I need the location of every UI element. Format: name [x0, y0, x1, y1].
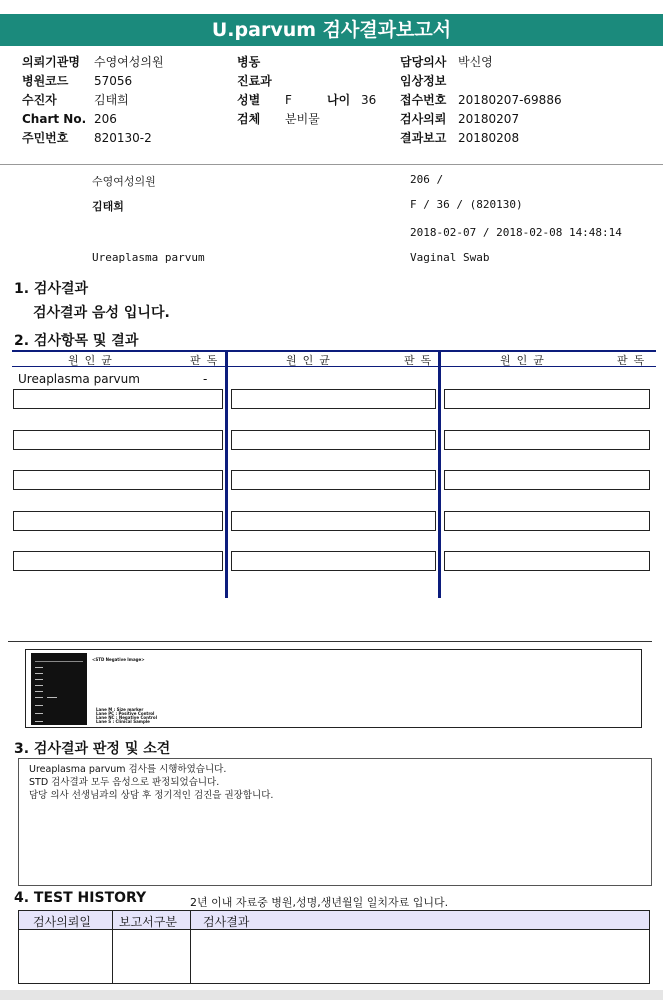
results-header-result-1: 판독	[190, 354, 224, 367]
report-title: U.parvum 검사결과보고서	[0, 14, 663, 46]
gel-caption-title: <STD Negative Image>	[92, 657, 145, 662]
label-age: 나이	[327, 93, 351, 107]
gel-legend-2: Lane PC : Positive Control	[96, 711, 155, 716]
history-table	[18, 910, 650, 984]
opinion-line-3: 담당 의사 선생님과의 상담 후 정기적인 검진을 권장합니다.	[29, 790, 274, 801]
section-4-title: 4. TEST HISTORY	[14, 890, 147, 906]
value-report-date: 20180208	[458, 131, 520, 145]
label-receipt-no: 접수번호	[400, 93, 447, 107]
value-age: 36	[361, 93, 377, 107]
results-header-result-2: 판독	[404, 354, 438, 367]
result-box	[444, 511, 650, 531]
summary-test: Ureaplasma parvum	[92, 251, 205, 264]
summary-dates: 2018-02-07 / 2018-02-08 14:48:14	[410, 226, 622, 239]
section-1-result: 검사결과 음성 입니다.	[33, 305, 170, 321]
result-box	[13, 551, 223, 571]
gel-legend-3: Lane NC : Negative Control	[96, 715, 158, 720]
summary-patient: 김태희	[92, 200, 124, 213]
label-doctor: 담당의사	[400, 55, 447, 69]
section-1-title: 1. 검사결과	[14, 281, 89, 297]
result-box	[444, 389, 650, 409]
results-table-divider-1	[225, 350, 228, 598]
result-box	[231, 511, 436, 531]
section-divider	[8, 641, 652, 642]
label-department: 진료과	[237, 74, 272, 88]
value-specimen: 분비물	[285, 112, 320, 126]
summary-hospital: 수영여성의원	[92, 175, 156, 188]
gel-legend-4: Lane S : Clinical Sample	[96, 719, 150, 724]
history-col-divider-1	[112, 911, 113, 983]
results-table-divider-2	[438, 350, 441, 598]
result-box	[444, 551, 650, 571]
label-sex: 성별	[237, 93, 261, 107]
summary-specimen: Vaginal Swab	[410, 251, 490, 264]
history-col-divider-2	[190, 911, 191, 983]
section-2-title: 2. 검사항목 및 결과	[14, 333, 139, 349]
value-resident-no: 820130-2	[94, 131, 152, 145]
value-receipt-no: 20180207-69886	[458, 93, 562, 107]
value-requester: 수영여성의원	[94, 55, 164, 69]
label-resident-no: 주민번호	[22, 131, 69, 145]
result-box	[231, 430, 436, 450]
result-value: -	[203, 372, 208, 386]
value-patient: 김태희	[94, 93, 129, 107]
results-header-result-3: 판독	[617, 354, 651, 367]
gel-legend-1: Lane M : Size marker	[96, 707, 144, 712]
result-box	[231, 389, 436, 409]
opinion-line-1: Ureaplasma parvum 검사를 시행하였습니다.	[29, 764, 227, 775]
history-note: 2년 이내 자료중 병원,성명,생년월일 일치자료 입니다.	[190, 896, 449, 909]
label-hospital-code: 병원코드	[22, 74, 69, 88]
section-3-title: 3. 검사결과 판정 및 소견	[14, 741, 171, 757]
opinion-box	[18, 758, 652, 886]
result-box	[13, 430, 223, 450]
header-col-3	[400, 53, 562, 148]
result-box	[444, 430, 650, 450]
gel-image-panel	[25, 649, 642, 728]
label-request-date: 검사의뢰	[400, 112, 447, 126]
value-chart-no: 206	[94, 112, 117, 126]
result-box	[13, 470, 223, 490]
value-request-date: 20180207	[458, 112, 520, 126]
label-clinical-info: 임상정보	[400, 74, 447, 88]
label-report-date: 결과보고	[400, 131, 447, 145]
result-box	[231, 470, 436, 490]
label-patient: 수진자	[22, 93, 57, 107]
history-col-result: 검사결과	[203, 915, 250, 929]
label-specimen: 검체	[237, 112, 261, 126]
label-ward: 병동	[237, 55, 261, 69]
opinion-line-2: STD 검사결과 모두 음성으로 판정되었습니다.	[29, 777, 220, 788]
result-box	[444, 470, 650, 490]
history-col-report-type: 보고서구분	[119, 915, 177, 929]
value-sex: F	[285, 93, 292, 107]
results-header-organism-2: 원인균	[286, 354, 336, 367]
result-organism: Ureaplasma parvum	[18, 372, 140, 386]
value-hospital-code: 57056	[94, 74, 133, 88]
value-doctor: 박신영	[458, 55, 493, 69]
label-requester: 의뢰기관명	[22, 55, 80, 69]
results-header-organism-1: 원인균	[68, 354, 118, 367]
history-col-request-date: 검사의뢰일	[33, 915, 91, 929]
results-header-organism-3: 원인균	[500, 354, 550, 367]
result-box	[13, 511, 223, 531]
header-col-1	[22, 53, 164, 148]
result-box	[231, 551, 436, 571]
page-bottom-strip	[0, 990, 663, 1000]
label-chart-no: Chart No.	[22, 112, 87, 126]
header-col-2	[237, 53, 376, 129]
gel-electrophoresis-image	[31, 653, 87, 725]
summary-sex-age: F / 36 / (820130)	[410, 198, 523, 211]
history-table-header	[19, 911, 649, 930]
header-divider	[0, 164, 663, 165]
result-box	[13, 389, 223, 409]
summary-chart: 206 /	[410, 173, 444, 186]
